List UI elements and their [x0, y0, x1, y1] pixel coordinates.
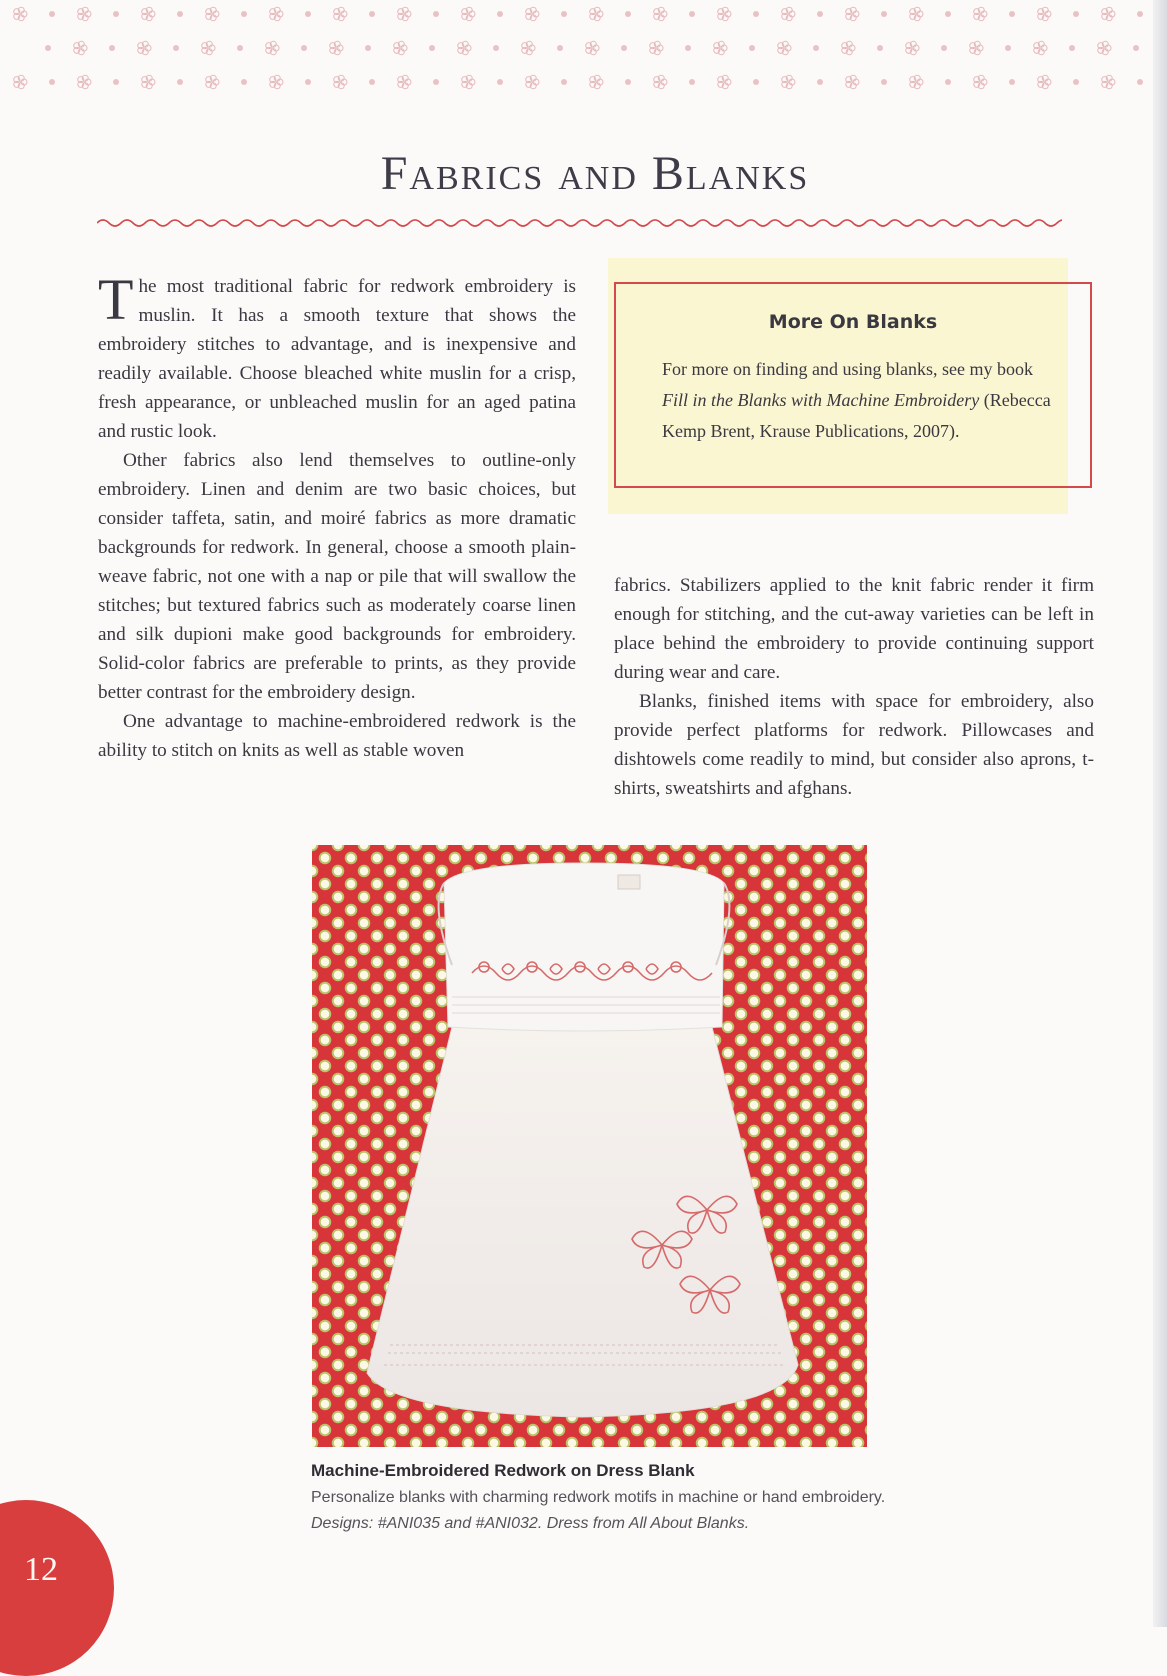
dot-icon	[305, 11, 311, 17]
paragraph-1	[98, 267, 576, 446]
flower-icon	[78, 7, 91, 21]
flower-icon	[590, 75, 603, 89]
dot-icon	[177, 79, 183, 85]
sidebar-box	[614, 282, 1092, 488]
flower-icon	[842, 41, 855, 55]
dot-icon	[49, 11, 55, 17]
flower-icon	[714, 41, 727, 55]
dot-icon	[1069, 45, 1075, 51]
flower-icon	[526, 7, 539, 21]
flower-icon	[654, 7, 667, 21]
dot-icon	[689, 11, 695, 17]
flower-icon	[138, 41, 151, 55]
dot-icon	[433, 79, 439, 85]
dot-icon	[685, 45, 691, 51]
dot-icon	[945, 11, 951, 17]
flower-icon	[910, 75, 923, 89]
flower-icon	[202, 41, 215, 55]
dot-icon	[753, 11, 759, 17]
wavy-divider	[97, 216, 1062, 230]
flower-icon	[970, 41, 983, 55]
flower-icon	[1102, 7, 1115, 21]
flower-icon	[142, 7, 155, 21]
dot-icon	[241, 11, 247, 17]
flower-icon	[206, 75, 219, 89]
dress-photo	[312, 845, 867, 1447]
decorative-flower-dot-band	[0, 0, 1153, 100]
flower-icon	[398, 7, 411, 21]
flower-icon	[718, 7, 731, 21]
caption-description: Personalize blanks with charming redwork motifs in machine or hand embroidery.	[311, 1489, 886, 1506]
sidebar-book-title: Fill in the Blanks with Machine Embroidery	[662, 390, 980, 410]
dot-icon	[369, 11, 375, 17]
dot-icon	[881, 79, 887, 85]
flower-icon	[206, 7, 219, 21]
sidebar-text-before: For more on finding and using blanks, see my book	[662, 359, 1033, 379]
sidebar-text	[662, 354, 1062, 447]
flower-icon	[270, 75, 283, 89]
paragraph-3: One advantage to machine-embroidered redwork is the ability to stitch on knits as well as stable woven	[98, 711, 576, 761]
dot-icon	[877, 45, 883, 51]
flower-icon	[718, 75, 731, 89]
dot-icon	[365, 45, 371, 51]
flower-icon	[782, 75, 795, 89]
dot-icon	[241, 79, 247, 85]
dot-icon	[177, 11, 183, 17]
flower-icon	[654, 75, 667, 89]
flower-icon	[458, 41, 471, 55]
flower-dot-pattern	[0, 0, 1153, 100]
dot-icon	[749, 45, 755, 51]
dot-icon	[817, 79, 823, 85]
flower-icon	[1038, 7, 1051, 21]
dot-icon	[1137, 79, 1143, 85]
flower-icon	[782, 7, 795, 21]
sidebar-title: More On Blanks	[768, 311, 938, 333]
flower-icon	[590, 7, 603, 21]
paragraph-2: Other fabrics also lend themselves to outline-only embroidery. Linen and denim are two basic choices, but consider taffeta, satin, and moiré fabrics as more dramatic backgrounds for redwork. In general, choose a smooth plain-weave fabric, not one with a nap or pile that will swallow the stitches; but textured fabrics such as moderately coarse linen and silk dupioni make good backgrounds for embroidery. Solid-color fabrics are preferable to prints, as they provide better contrast for the embroidery design.	[98, 450, 576, 703]
flower-icon	[522, 41, 535, 55]
flower-icon	[1102, 75, 1115, 89]
flower-icon	[14, 75, 27, 89]
dot-icon	[493, 45, 499, 51]
sidebar-text-after: (Rebecca Kemp Brent, Krause Publications, 2007).	[662, 390, 1051, 441]
flower-icon	[974, 75, 987, 89]
dot-icon	[369, 79, 375, 85]
dot-icon	[173, 45, 179, 51]
flower-icon	[334, 75, 347, 89]
dot-icon	[561, 11, 567, 17]
flower-icon	[14, 7, 27, 21]
flower-icon	[778, 41, 791, 55]
flower-icon	[650, 41, 663, 55]
flower-icon	[334, 7, 347, 21]
dot-icon	[621, 45, 627, 51]
page-title: Fabrics and Blanks	[380, 147, 810, 200]
drop-cap: T	[98, 267, 134, 332]
flower-icon	[78, 75, 91, 89]
dot-icon	[109, 45, 115, 51]
flower-icon	[1038, 75, 1051, 89]
flower-icon	[526, 75, 539, 89]
dot-icon	[813, 45, 819, 51]
flower-icon	[1034, 41, 1047, 55]
dot-icon	[237, 45, 243, 51]
flower-icon	[974, 7, 987, 21]
dot-icon	[817, 11, 823, 17]
paragraph-4: fabrics. Stabilizers applied to the knit fabric render it firm enough for stitching, and the cut-away varieties can be left in place behind the embroidery to provide continuing support during wear and care.	[614, 575, 1094, 683]
flower-icon	[1098, 41, 1111, 55]
dot-icon	[497, 79, 503, 85]
flower-icon	[846, 75, 859, 89]
dot-icon	[557, 45, 563, 51]
dot-icon	[1133, 45, 1139, 51]
dress-bodice	[444, 863, 724, 1031]
dot-icon	[1073, 79, 1079, 85]
dot-icon	[301, 45, 307, 51]
flower-icon	[142, 75, 155, 89]
dot-icon	[113, 79, 119, 85]
dot-icon	[433, 11, 439, 17]
dot-icon	[305, 79, 311, 85]
dot-icon	[113, 11, 119, 17]
page-edge	[1153, 0, 1167, 1627]
dot-icon	[689, 79, 695, 85]
dress-skirt	[367, 1027, 798, 1417]
flower-icon	[394, 41, 407, 55]
right-column	[614, 571, 1094, 803]
flower-icon	[846, 7, 859, 21]
dot-icon	[1009, 79, 1015, 85]
dot-icon	[625, 79, 631, 85]
caption-credit: Designs: #ANI035 and #ANI032. Dress from All About Blanks.	[311, 1515, 750, 1532]
paragraph-5: Blanks, finished items with space for embroidery, also provide perfect platforms for redwork. Pillowcases and dishtowels come readily to mind, but consider also aprons, t-shirts, sweatshirts and afghans.	[614, 691, 1094, 799]
flower-icon	[586, 41, 599, 55]
flower-icon	[398, 75, 411, 89]
dot-icon	[1073, 11, 1079, 17]
flower-icon	[330, 41, 343, 55]
dot-icon	[941, 45, 947, 51]
dot-icon	[561, 79, 567, 85]
flower-icon	[74, 41, 87, 55]
flower-icon	[266, 41, 279, 55]
dot-icon	[753, 79, 759, 85]
dot-icon	[49, 79, 55, 85]
flower-icon	[910, 7, 923, 21]
left-column	[98, 267, 576, 765]
dot-icon	[625, 11, 631, 17]
flower-icon	[462, 7, 475, 21]
dot-icon	[429, 45, 435, 51]
flower-icon	[462, 75, 475, 89]
flower-icon	[906, 41, 919, 55]
dot-icon	[1137, 11, 1143, 17]
dot-icon	[497, 11, 503, 17]
page-number: 12	[24, 1551, 58, 1588]
dot-icon	[881, 11, 887, 17]
paragraph-1-text: he most traditional fabric for redwork embroidery is muslin. It has a smooth texture that shows the embroidery stitches to advantage, and is inexpensive and readily available. Choose bleached white muslin for a crisp, fresh appearance, or unbleached muslin for an aged patina and rustic look.	[98, 276, 576, 442]
flower-icon	[270, 7, 283, 21]
dot-icon	[1009, 11, 1015, 17]
dot-icon	[1005, 45, 1011, 51]
figure-caption-text	[311, 1485, 911, 1537]
dot-icon	[45, 45, 51, 51]
figure-caption-title: Machine-Embroidered Redwork on Dress Blank	[311, 1461, 695, 1480]
white-dress-illustration	[312, 845, 867, 1447]
dot-icon	[945, 79, 951, 85]
